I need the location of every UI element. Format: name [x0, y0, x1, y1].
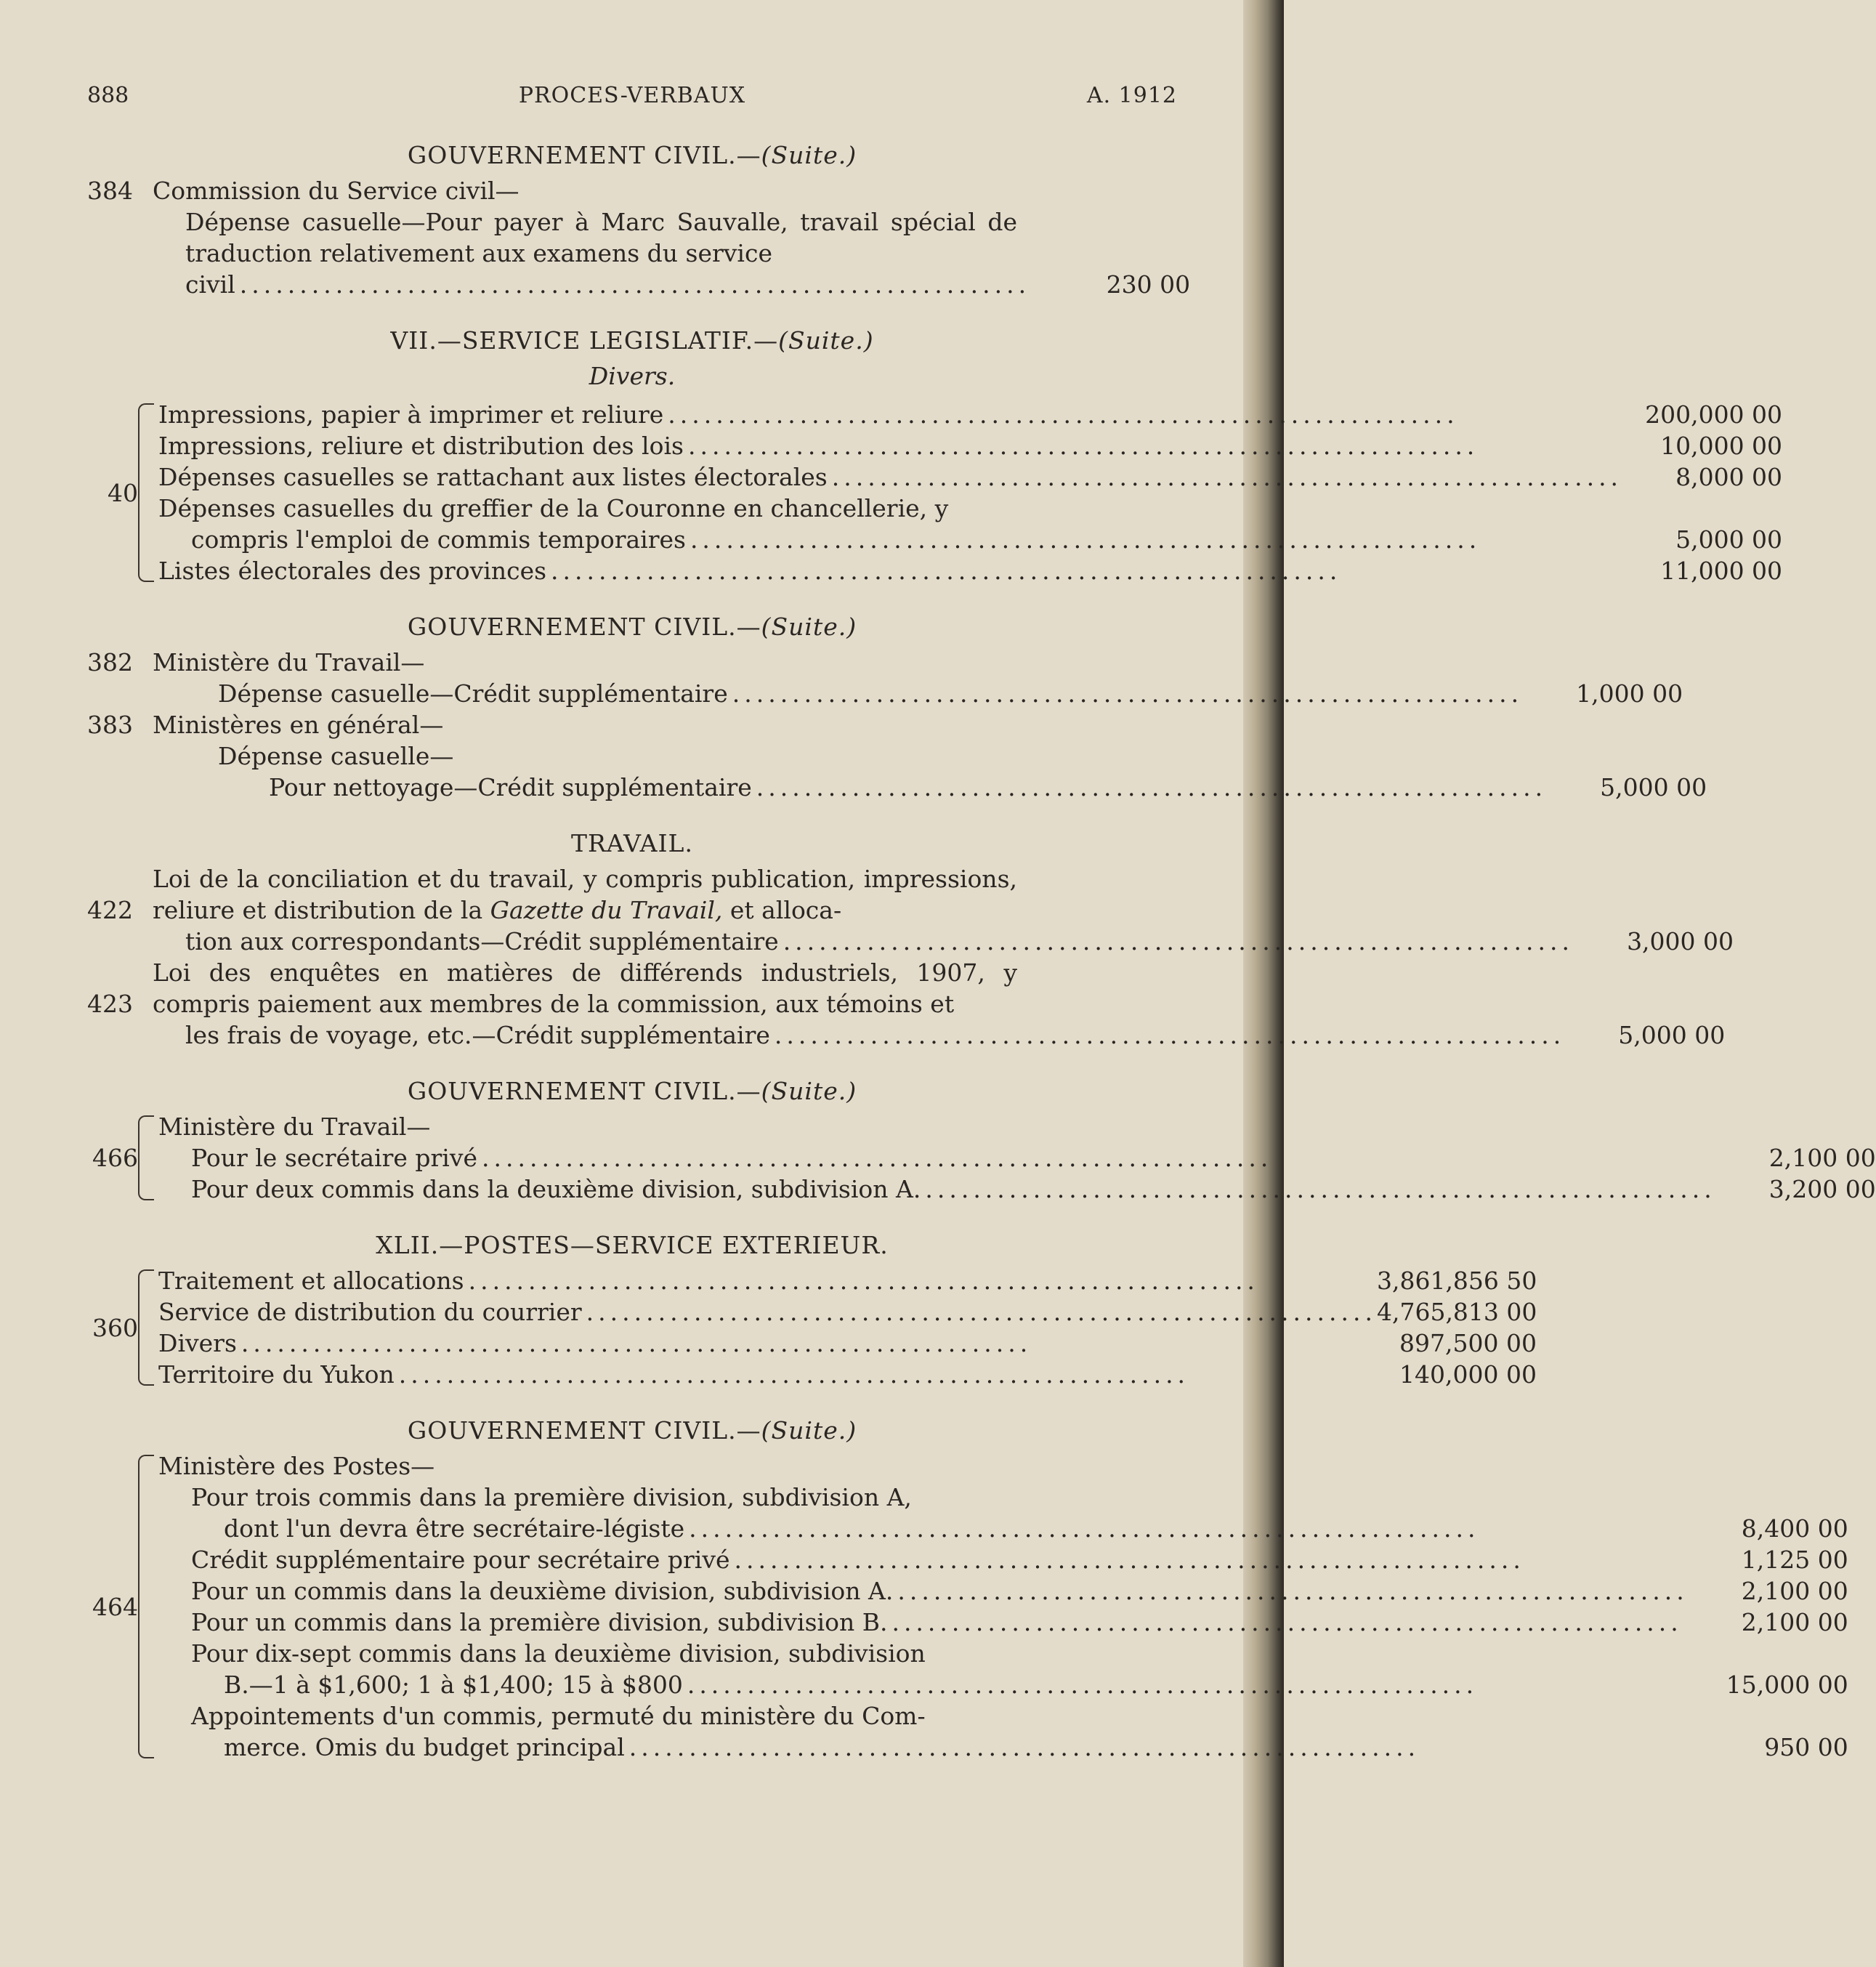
entry-description: Appointements d'un commis, permuté du ministère du Com-	[191, 1702, 926, 1730]
amount: 15,000 00	[1726, 1671, 1848, 1699]
entry-row: 423 Loi des enquêtes en matières de différends industriels, 1907, y compris paiement aux membres de la commission, aux témoins et	[87, 958, 1017, 1018]
section-title: GOUVERNEMENT CIVIL.—(Suite.)	[407, 1077, 857, 1105]
amount: 897,500 00	[1399, 1329, 1537, 1357]
section-title: VII.—SERVICE LEGISLATIF.—(Suite.)	[390, 326, 874, 355]
entry-description: Pour trois commis dans la première division, subdivision A,	[191, 1483, 912, 1511]
entry-row: tion aux correspondants—Crédit supplémentaire .................................................................. 3,000 00	[185, 927, 1734, 956]
vote-number: 464	[92, 1592, 138, 1621]
entry-row: Pour nettoyage—Crédit supplémentaire .................................................................. 5,000 00	[269, 773, 1707, 801]
section-title: GOUVERNEMENT CIVIL.—(Suite.)	[407, 613, 857, 641]
entry-description: Pour dix-sept commis dans la deuxième division, subdivision	[191, 1639, 926, 1668]
amount: 1,000 00	[1576, 679, 1683, 708]
vote-number: 422	[87, 896, 133, 924]
entry-label: Ministères en général—	[153, 711, 444, 739]
brace	[138, 1455, 154, 1758]
amount: 140,000 00	[1399, 1360, 1537, 1389]
vote-group	[87, 399, 1783, 586]
section-title: GOUVERNEMENT CIVIL.—(Suite.)	[407, 141, 857, 169]
amount: 5,000 00	[1600, 773, 1707, 801]
vote-group	[87, 1265, 1537, 1390]
section-title: TRAVAIL.	[571, 829, 693, 857]
entry-row: Pour un commis dans la première division, subdivision B. .................................................................. 2,100 00	[191, 1608, 1848, 1636]
entry-description: Dépenses casuelles du greffier de la Couronne en chancellerie, y	[158, 494, 949, 522]
entry-row: Pour un commis dans la deuxième division, subdivision A. .................................................................. 2,100 00	[191, 1577, 1848, 1605]
entry-row: Divers .................................................................. 897,500 00	[158, 1329, 1537, 1357]
entry-row	[87, 175, 1177, 206]
entry-row: 422 Loi de la conciliation et du travail, y compris publication, impressions, reliure et distribution de la Gazette du Travail, et alloca-	[87, 865, 1017, 924]
amount: 10,000 00	[1660, 432, 1783, 460]
entry-row: Listes électorales des provinces .................................................................. 11,000 00	[158, 557, 1783, 585]
entry-row: merce. Omis du budget principal .................................................................. 950 00	[224, 1733, 1848, 1761]
entry-label: Ministère des Postes—	[158, 1452, 435, 1480]
vote-number: 384	[87, 177, 133, 205]
amount: 11,000 00	[1660, 557, 1783, 585]
entry-row: Dépenses casuelles se rattachant aux listes électorales .................................................................. 8,000 00	[158, 463, 1783, 491]
amount: 2,100 00	[1768, 1144, 1876, 1172]
vote-group	[87, 1111, 1876, 1205]
entry-row: Territoire du Yukon .................................................................. 140,000 00	[158, 1360, 1537, 1389]
amount: 8,000 00	[1675, 463, 1783, 491]
entry-row: Pour le secrétaire privé .................................................................. 2,100 00	[191, 1144, 1876, 1172]
amount: 2,100 00	[1741, 1577, 1848, 1605]
vote-number: 382	[87, 648, 133, 676]
section-title: GOUVERNEMENT CIVIL.—(Suite.)	[407, 1416, 857, 1445]
entry-row: Traitement et allocations .................................................................. 3,861,856 50	[158, 1267, 1537, 1295]
entry-row: Impressions, reliure et distribution des lois .................................................................. 10,000 00	[158, 432, 1783, 460]
amount: 200,000 00	[1645, 400, 1783, 429]
vote-group	[87, 1450, 1848, 1763]
entry-row	[87, 709, 1177, 740]
vote-number: 423	[87, 990, 133, 1018]
entry-row: les frais de voyage, etc.—Crédit supplémentaire .................................................................. 5,000 00	[185, 1021, 1726, 1049]
entry-row: Crédit supplémentaire pour secrétaire privé .................................................................. 1,125 00	[191, 1546, 1848, 1574]
amount: 3,200 00	[1768, 1175, 1876, 1203]
brace	[138, 1269, 154, 1386]
amount: 2,100 00	[1741, 1608, 1848, 1636]
vote-number: 383	[87, 711, 133, 739]
brace	[138, 1115, 154, 1200]
entry-label: Ministère du Travail—	[158, 1112, 431, 1141]
entry-row: Pour deux commis dans la deuxième division, subdivision A. .................................................................. 3,200 00	[191, 1175, 1876, 1203]
vote-number: 466	[92, 1144, 138, 1172]
document-page	[87, 80, 1876, 1940]
amount: 230 00	[1106, 270, 1191, 299]
amount: 950 00	[1764, 1733, 1848, 1761]
entry-row: Dépense casuelle—Crédit supplémentaire .................................................................. 1,000 00	[218, 679, 1683, 708]
entry-row: compris l'emploi de commis temporaires .................................................................. 5,000 00	[191, 525, 1783, 554]
entry-row: B.—1 à $1,600; 1 à $1,400; 15 à $800 .................................................................. 15,000 00	[224, 1671, 1848, 1699]
amount: 5,000 00	[1618, 1021, 1726, 1049]
amount: 1,125 00	[1741, 1546, 1848, 1574]
entry-row: Impressions, papier à imprimer et reliure .................................................................. 200,000 00	[158, 400, 1783, 429]
entry-row: civil .................................................................. 230 00	[185, 270, 1191, 299]
amount: 3,000 00	[1627, 927, 1734, 956]
amount: 4,765,813 00	[1376, 1298, 1537, 1326]
entry-description: Dépense casuelle—Pour payer à Marc Sauvalle, travail spécial de traduction relativement aux examens du service	[185, 208, 1017, 267]
section-title: XLII.—POSTES—SERVICE EXTERIEUR.	[376, 1231, 889, 1259]
entry-label: Ministère du Travail—	[153, 648, 425, 676]
brace	[138, 403, 154, 582]
page-title: PROCES-VERBAUX	[518, 83, 746, 108]
vote-number: 40	[108, 478, 138, 507]
page-number: 888	[87, 83, 129, 108]
entry-description: Dépense casuelle—	[218, 742, 454, 770]
entry-label: Commission du Service civil—	[153, 177, 519, 205]
section-subtitle: Divers.	[589, 362, 676, 390]
page-year: A. 1912	[1086, 83, 1177, 108]
entry-row: Service de distribution du courrier .................................................................. 4,765,813 00	[158, 1298, 1537, 1326]
entry-row: dont l'un devra être secrétaire-légiste .................................................................. 8,400 00	[224, 1514, 1848, 1543]
amount: 8,400 00	[1741, 1514, 1848, 1543]
page-header	[87, 80, 1177, 131]
amount: 3,861,856 50	[1376, 1267, 1537, 1295]
vote-number: 360	[92, 1313, 138, 1342]
amount: 5,000 00	[1675, 525, 1783, 554]
entry-row	[87, 647, 1177, 678]
